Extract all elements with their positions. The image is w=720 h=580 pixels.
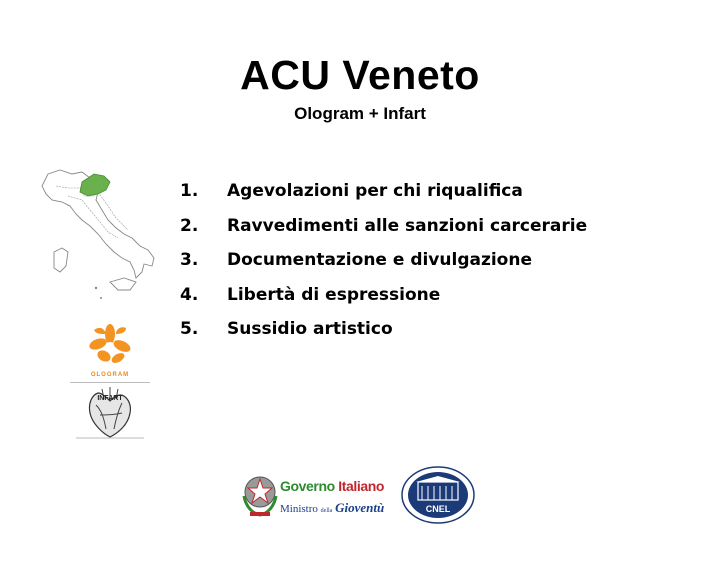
- list-item: [180, 174, 587, 209]
- item-text: Sussidio artistico: [227, 319, 393, 340]
- italy-map-image: [38, 166, 163, 306]
- item-number: 2.: [180, 215, 199, 236]
- item-text: Libertà di espressione: [227, 284, 441, 305]
- slide-title: ACU Veneto: [240, 52, 480, 98]
- list-item: [180, 243, 587, 278]
- item-number: 5.: [180, 319, 199, 340]
- ministero-text: Ministro della Gioventù: [280, 500, 385, 515]
- item-number: 3.: [180, 250, 199, 271]
- governo-text: Governo Italiano: [280, 478, 385, 494]
- item-text: Documentazione e divulgazione: [227, 250, 532, 271]
- list-item: [180, 209, 587, 244]
- cnel-logo: [400, 466, 476, 524]
- list-item: [180, 312, 587, 347]
- item-number: 4.: [180, 284, 199, 305]
- infart-heart-logo: [76, 385, 144, 439]
- infart-label: INFART: [97, 395, 123, 402]
- item-text: Ravvedimenti alle sanzioni carcerarie: [227, 215, 588, 236]
- topics-list: [180, 174, 587, 347]
- cnel-label: CNEL: [425, 504, 451, 514]
- italian-emblem-icon: [240, 472, 280, 518]
- ologram-logo: [70, 322, 150, 384]
- list-item: [180, 278, 587, 313]
- ologram-divider: [70, 382, 150, 383]
- item-text: Agevolazioni per chi riqualifica: [227, 181, 523, 202]
- governo-italiano-logo: [238, 470, 388, 520]
- slide-subtitle: Ologram + Infart: [294, 104, 426, 123]
- ologram-flower-icon: [70, 322, 150, 372]
- ologram-label: OLOGRAM: [90, 372, 130, 378]
- item-number: 1.: [180, 181, 199, 202]
